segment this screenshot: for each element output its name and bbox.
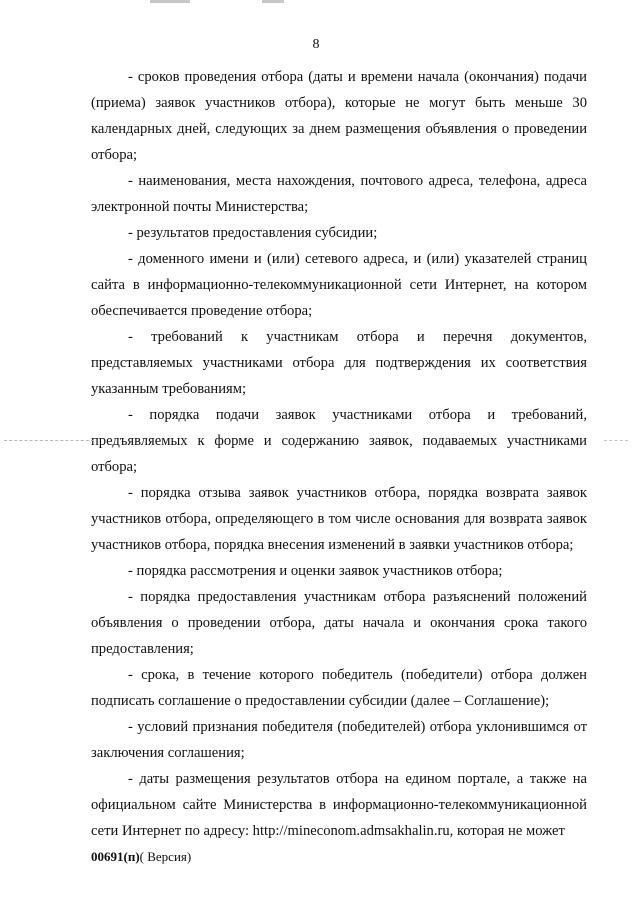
list-item: - наименования, места нахождения, почтового адреса, телефона, адреса электронной почты Министерства; [91,173,587,215]
scan-edge-mark [150,0,190,3]
document-code: 00691(п) [91,849,140,864]
list-item: - даты размещения результатов отбора на едином портале, а также на официальном сайте Министерства в информационно-телекоммуникационной сети Интернет по адресу: http://mineconom.admsakhalin.ru, которая не может [91,771,587,839]
list-item: - сроков проведения отбора (даты и времени начала (окончания) подачи (приема) заявок участников отбора), которые не могут быть меньше 30 календарных дней, следующих за днем размещения объявления о проведении отбора; [91,69,587,163]
list-item: - условий признания победителя (победителей) отбора уклонившимся от заключения соглашения; [91,719,587,761]
list-item: - требований к участникам отбора и перечня документов, представляемых участниками отбора для подтверждения их соответствия указанным требованиям; [91,329,587,397]
list-item: - порядка предоставления участникам отбора разъяснений положений объявления о проведении отбора, даты начала и окончания срока такого предоставления; [91,589,587,657]
document-version: ( Версия) [139,849,192,864]
list-item: - срока, в течение которого победитель (победители) отбора должен подписать соглашение о предоставлении субсидии (далее – Соглашение); [91,667,587,709]
document-footer [91,848,191,866]
list-item: - порядка отзыва заявок участников отбора, порядка возврата заявок участников отбора, определяющего в том числе основания для возврата заявок участников отбора, порядка внесения изменений в заявки участников отбора; [91,485,587,553]
list-item: - доменного имени и (или) сетевого адреса, и (или) указателей страниц сайта в информационно-телекоммуникационной сети Интернет, на котором обеспечивается проведение отбора; [91,251,587,319]
page-number: 8 [312,37,320,52]
fold-line [604,440,628,441]
scan-edge-mark [262,0,284,3]
list-item: - порядка подачи заявок участниками отбора и требований, предъявляемых к форме и содержанию заявок, подаваемых участниками отбора; [91,407,587,475]
document-body [91,64,587,844]
fold-line [4,440,94,441]
list-item: - результатов предоставления субсидии; [128,225,378,241]
list-item: - порядка рассмотрения и оценки заявок участников отбора; [128,563,503,579]
